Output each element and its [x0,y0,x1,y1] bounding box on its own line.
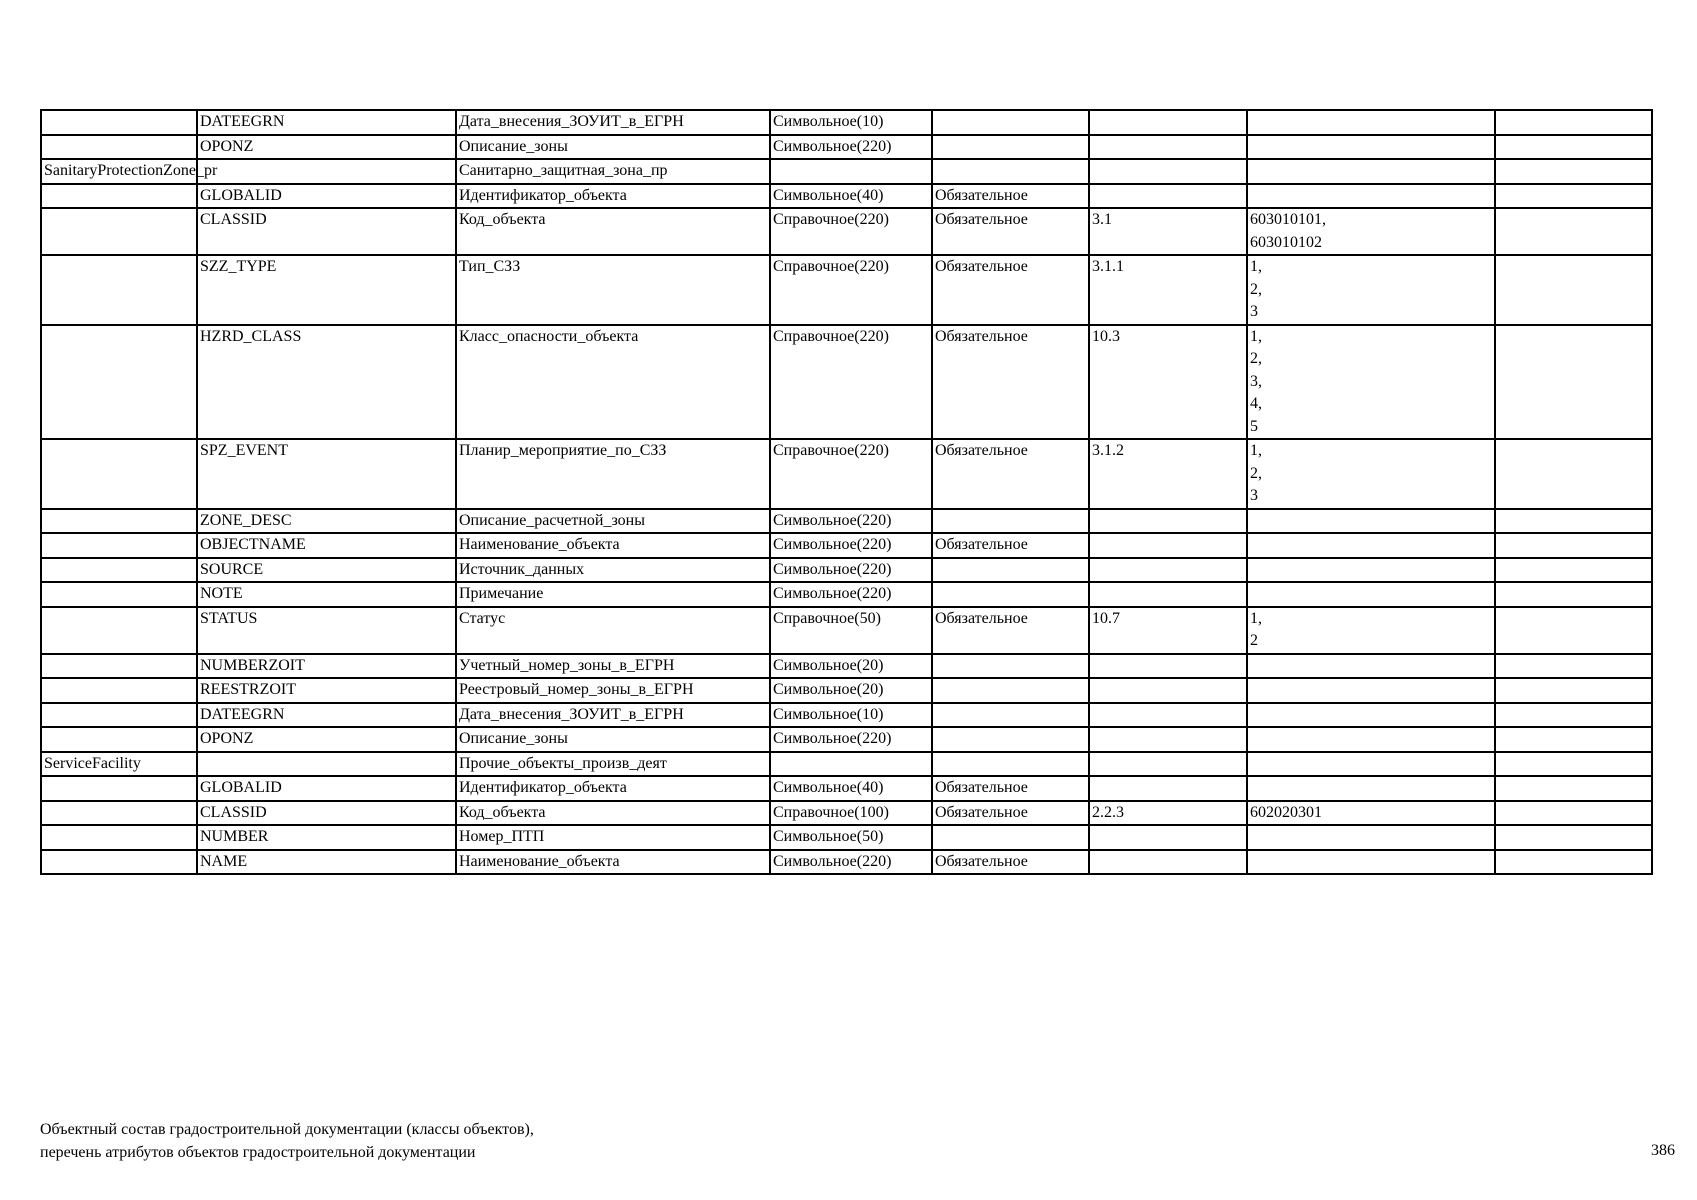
table-cell [932,678,1089,703]
table-cell: SZZ_TYPE [197,255,456,325]
table-cell: HZRD_CLASS [197,325,456,440]
table-cell: Учетный_номер_зоны_в_ЕГРН [456,654,770,679]
table-cell [41,801,197,826]
table-row [41,607,1652,654]
table-cell [932,727,1089,752]
table-row [41,776,1652,801]
table-cell [41,850,197,875]
table-cell: CLASSID [197,208,456,255]
table-cell [1495,607,1652,654]
table-row [41,678,1652,703]
table-cell [1247,135,1495,160]
table-cell: OBJECTNAME [197,533,456,558]
table-cell: Обязательное [932,439,1089,509]
table-cell [1495,654,1652,679]
table-cell [41,825,197,850]
table-cell [932,110,1089,135]
table-cell: 10.7 [1089,607,1247,654]
table-cell: Справочное(50) [770,607,932,654]
table-cell [41,654,197,679]
table-cell: Идентификатор_объекта [456,776,770,801]
table-cell [41,607,197,654]
table-cell [932,825,1089,850]
table-cell: Символьное(220) [770,558,932,583]
table-cell [1089,184,1247,209]
table-cell [1089,678,1247,703]
table-cell: 1, 2, 3, 4, 5 [1247,325,1495,440]
table-cell: 602020301 [1247,801,1495,826]
table-row [41,208,1652,255]
table-cell: Тип_СЗЗ [456,255,770,325]
table-cell [1247,509,1495,534]
table-cell: Дата_внесения_ЗОУИТ_в_ЕГРН [456,110,770,135]
table-cell [41,135,197,160]
table-row [41,850,1652,875]
table-cell: NUMBER [197,825,456,850]
footer-line-1: Объектный состав градостроительной документации (классы объектов), [40,1121,534,1138]
table-cell: 1, 2, 3 [1247,255,1495,325]
table-cell: OPONZ [197,135,456,160]
table-cell: 3.1.2 [1089,439,1247,509]
table-cell: Прочие_объекты_произв_деят [456,752,770,777]
table-cell [1495,558,1652,583]
table-cell: Символьное(10) [770,110,932,135]
table-cell [1247,159,1495,184]
table-cell: Справочное(220) [770,325,932,440]
table-cell [1089,582,1247,607]
table-cell [1495,727,1652,752]
table-cell: Символьное(220) [770,533,932,558]
table-cell: Символьное(40) [770,184,932,209]
table-cell: NOTE [197,582,456,607]
table-row [41,727,1652,752]
table-cell [1495,533,1652,558]
table-row [41,439,1652,509]
attributes-table [40,109,1653,875]
table-cell: SOURCE [197,558,456,583]
table-cell [41,325,197,440]
table-cell [1089,703,1247,728]
table-cell: Справочное(220) [770,208,932,255]
table-cell: Реестровый_номер_зоны_в_ЕГРН [456,678,770,703]
table-cell: Символьное(220) [770,509,932,534]
table-cell: GLOBALID [197,776,456,801]
table-cell: Символьное(10) [770,703,932,728]
table-cell: Обязательное [932,850,1089,875]
table-cell: 603010101, 603010102 [1247,208,1495,255]
table-cell: 10.3 [1089,325,1247,440]
table-row [41,752,1652,777]
table-cell [1495,208,1652,255]
table-cell: Описание_зоны [456,135,770,160]
table-cell: Символьное(220) [770,135,932,160]
table-cell [1495,678,1652,703]
table-body [41,110,1652,874]
table-row [41,184,1652,209]
table-cell [197,752,456,777]
table-cell [932,135,1089,160]
table-cell: 2.2.3 [1089,801,1247,826]
table-cell [1495,325,1652,440]
table-cell [1089,533,1247,558]
table-cell [1089,110,1247,135]
table-cell: Обязательное [932,533,1089,558]
table-row [41,654,1652,679]
table-cell: Символьное(220) [770,850,932,875]
table-cell [1089,825,1247,850]
table-row [41,703,1652,728]
table-cell: Символьное(20) [770,654,932,679]
table-row [41,558,1652,583]
table-cell [197,159,456,184]
table-cell: 1, 2 [1247,607,1495,654]
table-row [41,533,1652,558]
table-cell [41,533,197,558]
table-cell: Класс_опасности_объекта [456,325,770,440]
table-cell [41,439,197,509]
table-cell: Примечание [456,582,770,607]
page-number: 386 [1651,1142,1675,1159]
table-cell: DATEEGRN [197,110,456,135]
table-cell: SanitaryProtectionZone_pr [41,159,197,184]
table-cell [770,752,932,777]
table-cell: 3.1.1 [1089,255,1247,325]
table-cell: Наименование_объекта [456,850,770,875]
table-cell: Идентификатор_объекта [456,184,770,209]
table-cell [1495,850,1652,875]
table-cell [1089,850,1247,875]
table-cell [932,558,1089,583]
table-cell [1495,184,1652,209]
table-cell [41,110,197,135]
table-row [41,255,1652,325]
table-cell [1089,135,1247,160]
table-row [41,159,1652,184]
table-cell [1247,558,1495,583]
table-row [41,135,1652,160]
table-cell: GLOBALID [197,184,456,209]
table-cell [41,703,197,728]
table-cell [1495,801,1652,826]
table-cell: Номер_ПТП [456,825,770,850]
table-cell: Справочное(220) [770,255,932,325]
table-cell [41,558,197,583]
table-cell: Обязательное [932,607,1089,654]
table-cell [1247,727,1495,752]
table-cell [1247,184,1495,209]
table-cell: Символьное(220) [770,727,932,752]
table-cell [1247,582,1495,607]
table-cell: Код_объекта [456,801,770,826]
table-cell: ServiceFacility [41,752,197,777]
table-cell [1089,159,1247,184]
table-cell [41,184,197,209]
table-cell [1495,703,1652,728]
table-cell [932,509,1089,534]
table-row [41,509,1652,534]
table-cell [41,208,197,255]
table-cell [1247,678,1495,703]
table-cell: Обязательное [932,325,1089,440]
table-cell: Код_объекта [456,208,770,255]
table-cell [1495,582,1652,607]
table-cell [1089,776,1247,801]
table-cell: Описание_расчетной_зоны [456,509,770,534]
table-cell [1247,533,1495,558]
table-cell [932,752,1089,777]
table-cell: Обязательное [932,208,1089,255]
table-cell [1247,703,1495,728]
table-cell [1247,825,1495,850]
table-cell [1495,159,1652,184]
table-cell: ZONE_DESC [197,509,456,534]
table-cell [41,509,197,534]
table-cell: Наименование_объекта [456,533,770,558]
table-cell [932,703,1089,728]
table-cell: Символьное(40) [770,776,932,801]
table-cell [1495,135,1652,160]
table-row [41,801,1652,826]
table-cell [1247,110,1495,135]
table-cell [1089,509,1247,534]
table-cell: Планир_мероприятие_по_СЗЗ [456,439,770,509]
table-cell [1495,439,1652,509]
footer [40,1118,534,1164]
table-cell: Обязательное [932,776,1089,801]
table-cell [1089,727,1247,752]
table-cell [1495,825,1652,850]
table-row [41,825,1652,850]
table-row [41,325,1652,440]
table-cell: Обязательное [932,801,1089,826]
table-cell [1495,509,1652,534]
table-row [41,110,1652,135]
table-cell: NAME [197,850,456,875]
table-cell: Справочное(220) [770,439,932,509]
table-cell: Справочное(100) [770,801,932,826]
table-cell: REESTRZOIT [197,678,456,703]
table-cell [1495,255,1652,325]
table-cell [1089,558,1247,583]
footer-line-2: перечень атрибутов объектов градостроительной документации [40,1144,476,1161]
table-cell [1089,654,1247,679]
table-cell [932,654,1089,679]
table-cell [41,776,197,801]
table-cell [1495,776,1652,801]
table-cell [41,582,197,607]
table-cell [1495,110,1652,135]
table-cell: CLASSID [197,801,456,826]
table-cell [1247,752,1495,777]
table-cell: Символьное(50) [770,825,932,850]
table-cell [770,159,932,184]
table-cell: Обязательное [932,255,1089,325]
table-cell: Санитарно_защитная_зона_пр [456,159,770,184]
table-cell: Источник_данных [456,558,770,583]
table-cell: OPONZ [197,727,456,752]
table-cell: Статус [456,607,770,654]
table-cell: STATUS [197,607,456,654]
table-cell: SPZ_EVENT [197,439,456,509]
table-cell: Символьное(220) [770,582,932,607]
table-cell [1495,752,1652,777]
table-cell: Описание_зоны [456,727,770,752]
table-cell: Символьное(20) [770,678,932,703]
table-cell [932,582,1089,607]
table-cell: Дата_внесения_ЗОУИТ_в_ЕГРН [456,703,770,728]
table-cell: NUMBERZOIT [197,654,456,679]
table-cell: DATEEGRN [197,703,456,728]
table-cell [1247,850,1495,875]
table-cell: 1, 2, 3 [1247,439,1495,509]
table-cell [1247,654,1495,679]
table-cell [41,727,197,752]
table-row [41,582,1652,607]
table-cell [1089,752,1247,777]
table-cell: Обязательное [932,184,1089,209]
table-cell: 3.1 [1089,208,1247,255]
table-cell [41,678,197,703]
table-cell [41,255,197,325]
table-cell [932,159,1089,184]
table-cell [1247,776,1495,801]
